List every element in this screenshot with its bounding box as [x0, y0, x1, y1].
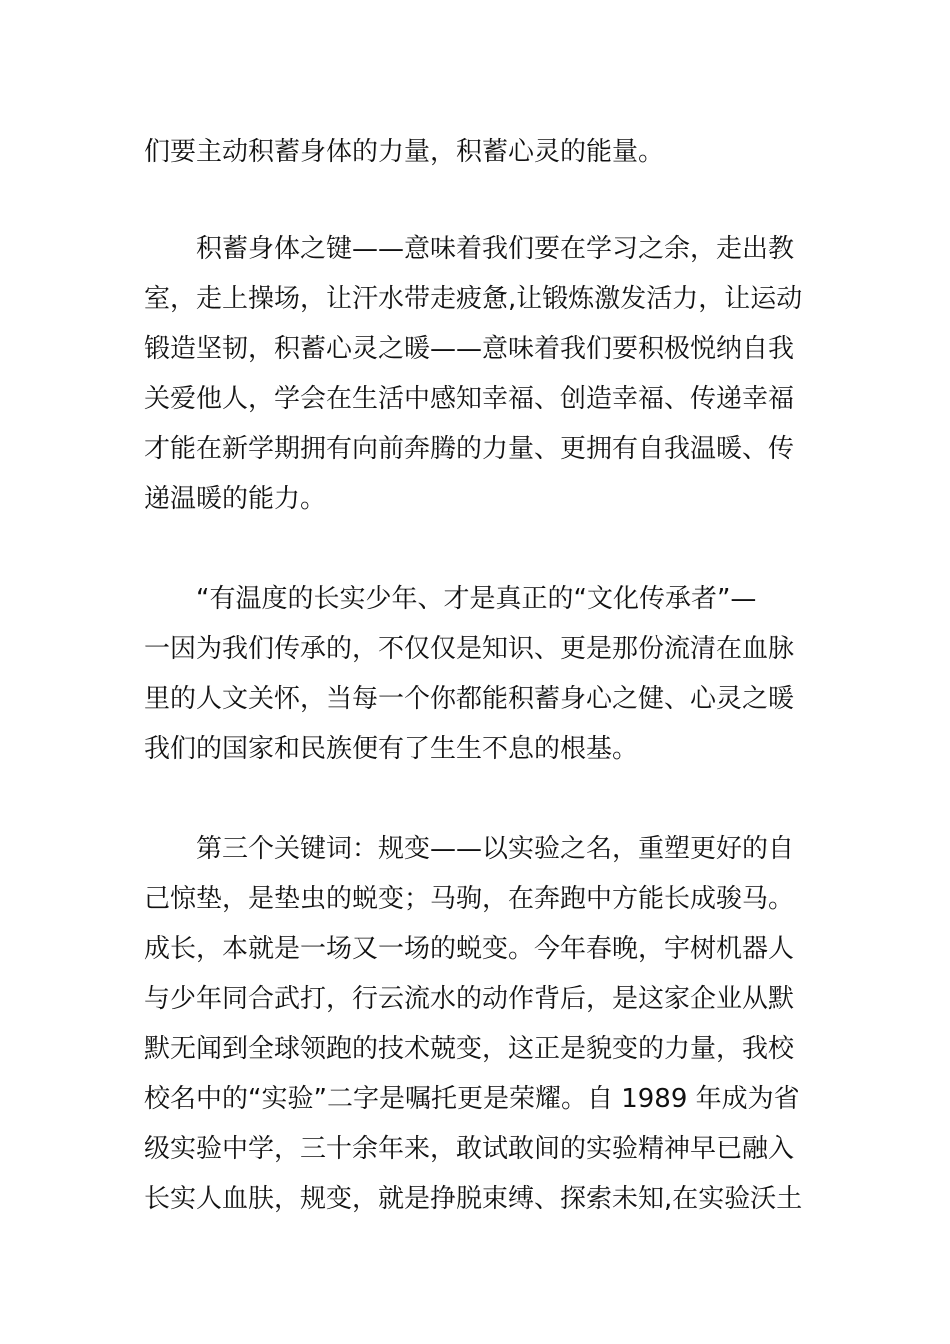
- text-line: 里的人文关怀，当每一个你都能积蓄身心之健、心灵之暖: [144, 684, 795, 714]
- paragraph-first-line: “有温度的长实少年、才是真正的“文化传承者”—: [196, 584, 757, 614]
- text-line: 与少年同合武打，行云流水的动作背后，是这家企业从默: [144, 984, 795, 1014]
- paragraph-first-line: 积蓄身体之键——意味着我们要在学习之余，走出教: [196, 234, 795, 264]
- text-line: 己惊垫，是垫虫的蜕变；马驹，在奔跑中方能长成骏马。: [144, 884, 795, 914]
- text-line: 锻造坚韧，积蓄心灵之暖——意味着我们要积极悦纳自我: [144, 334, 795, 364]
- text-line: 默无闻到全球领跑的技术兢变，这正是貌变的力量，我校: [144, 1034, 795, 1064]
- text-line: 一因为我们传承的，不仅仅是知识、更是那份流清在血脉: [144, 634, 795, 664]
- text-line: 成长，本就是一场又一场的蜕变。今年春晚，宇树机器人: [144, 934, 795, 964]
- text-line: 递温暖的能力。: [144, 484, 327, 514]
- text-line: 级实验中学，三十余年来，敢试敢间的实验精神早已融入: [144, 1134, 795, 1164]
- paragraph-first-line: 第三个关键词：规变——以实验之名，重塑更好的自: [196, 834, 795, 864]
- text-line: 关爱他人，学会在生活中感知幸福、创造幸福、传递幸福: [144, 384, 795, 414]
- text-line: 室，走上操场，让汗水带走疲惫,让锻炼激发活力，让运动: [144, 284, 803, 314]
- text-line: 校名中的“实验”二字是嘱托更是荣耀。自 1989 年成为省: [144, 1084, 800, 1114]
- text-line: 才能在新学期拥有向前奔腾的力量、更拥有自我温暖、传: [144, 434, 795, 464]
- text-line: 长实人血肤，规变，就是挣脱束缚、探索未知,在实验沃土: [144, 1184, 803, 1214]
- text-line: 们要主动积蓄身体的力量，积蓄心灵的能量。: [144, 137, 665, 167]
- text-line: 我们的国家和民族便有了生生不息的根基。: [144, 734, 639, 764]
